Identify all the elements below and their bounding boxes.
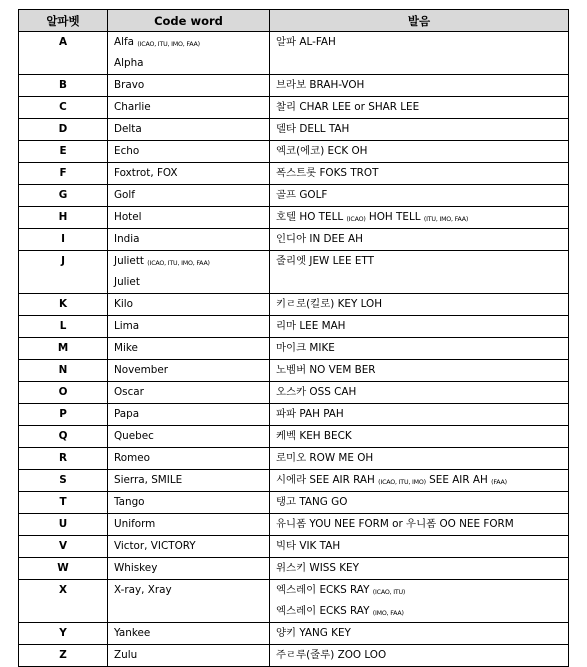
pronunciation-cell: [270, 382, 569, 404]
pronunciation-cell: [270, 316, 569, 338]
code-word-text: Victor, VICTORY: [114, 540, 196, 552]
pronunciation-alt-note: (FAA): [491, 479, 507, 486]
code-word-cell: [108, 426, 270, 448]
letter-cell: O: [19, 382, 108, 404]
code-word-cell: [108, 492, 270, 514]
table-row: [19, 119, 569, 141]
code-word-text: Whiskey: [114, 562, 158, 574]
code-word-line: [114, 645, 269, 666]
code-word-text: Golf: [114, 189, 135, 201]
pronunciation-line: [276, 360, 568, 381]
table-row: [19, 294, 569, 316]
code-word-text: November: [114, 364, 169, 376]
pronunciation-line: [276, 492, 568, 513]
code-word-line: [114, 53, 269, 74]
pronunciation-cell: [270, 404, 569, 426]
table-row: [19, 141, 569, 163]
pronunciation-cell: [270, 470, 569, 492]
pronunciation-cell: [270, 75, 569, 97]
pronunciation-line: [276, 514, 568, 535]
code-word-line: [114, 382, 269, 403]
pronunciation-text: 델타 DELL TAH: [276, 123, 350, 135]
letter-cell: H: [19, 207, 108, 229]
pronunciation-line: [276, 623, 568, 644]
code-word-text: Delta: [114, 123, 142, 135]
pronunciation-note: (IMO, FAA): [372, 610, 404, 617]
code-word-text: Bravo: [114, 79, 145, 91]
pronunciation-text: 케벡 KEH BECK: [276, 430, 352, 442]
code-word-text: Juliet: [114, 276, 140, 288]
letter-cell: L: [19, 316, 108, 338]
pronunciation-text: 탱고 TANG GO: [276, 496, 348, 508]
code-word-cell: [108, 470, 270, 492]
letter-cell: B: [19, 75, 108, 97]
letter-cell: C: [19, 97, 108, 119]
code-word-text: Hotel: [114, 211, 142, 223]
pronunciation-text: 위스키 WISS KEY: [276, 562, 359, 574]
code-word-text: Charlie: [114, 101, 151, 113]
table-row: [19, 338, 569, 360]
code-word-text: Sierra, SMILE: [114, 474, 183, 486]
pronunciation-text: 골프 GOLF: [276, 189, 328, 201]
pronunciation-cell: [270, 207, 569, 229]
letter-cell: G: [19, 185, 108, 207]
table-row: [19, 645, 569, 667]
pronunciation-alt-note: (ITU, IMO, FAA): [423, 216, 469, 223]
table-header-row: [19, 10, 569, 32]
code-word-text: India: [114, 233, 140, 245]
header-pronunciation: 발음: [270, 10, 569, 32]
code-word-text: X-ray, Xray: [114, 584, 172, 596]
table-row: [19, 251, 569, 294]
pronunciation-cell: [270, 645, 569, 667]
pronunciation-alt-text: HOH TELL: [368, 211, 421, 223]
pronunciation-cell: [270, 514, 569, 536]
code-word-text: Papa: [114, 408, 140, 420]
code-word-cell: [108, 448, 270, 470]
pronunciation-cell: [270, 623, 569, 645]
pronunciation-cell: [270, 338, 569, 360]
code-word-note: (ICAO, ITU, IMO, FAA): [137, 41, 200, 48]
code-word-text: Zulu: [114, 649, 138, 661]
code-word-text: Romeo: [114, 452, 150, 464]
pronunciation-text: 엑스레이 ECKS RAY: [276, 605, 370, 617]
pronunciation-line: [276, 119, 568, 140]
pronunciation-text: 시에라 SEE AIR RAH: [276, 474, 375, 486]
table-row: [19, 207, 569, 229]
code-word-cell: [108, 404, 270, 426]
letter-cell: R: [19, 448, 108, 470]
code-word-cell: [108, 251, 270, 294]
pronunciation-note: (ICAO, ITU, IMO): [378, 479, 426, 486]
table-row: [19, 382, 569, 404]
code-word-text: Echo: [114, 145, 140, 157]
code-word-cell: [108, 580, 270, 623]
code-word-text: Foxtrot, FOX: [114, 167, 178, 179]
pronunciation-cell: [270, 360, 569, 382]
pronunciation-text: 찰리 CHAR LEE or SHAR LEE: [276, 101, 420, 113]
pronunciation-line: [276, 558, 568, 579]
table-row: [19, 536, 569, 558]
code-word-cell: [108, 645, 270, 667]
code-word-text: Alfa: [114, 36, 135, 48]
pronunciation-alt-text: SEE AIR AH: [429, 474, 488, 486]
table-body: [19, 32, 569, 667]
code-word-cell: [108, 316, 270, 338]
code-word-line: [114, 32, 269, 53]
pronunciation-line: [276, 448, 568, 469]
code-word-line: [114, 492, 269, 513]
code-word-cell: [108, 514, 270, 536]
letter-cell: A: [19, 32, 108, 75]
code-word-text: Lima: [114, 320, 140, 332]
code-word-text: Alpha: [114, 57, 144, 69]
pronunciation-line: [276, 97, 568, 118]
code-word-line: [114, 338, 269, 359]
code-word-text: Tango: [114, 496, 145, 508]
table-row: [19, 404, 569, 426]
code-word-line: [114, 558, 269, 579]
letter-cell: F: [19, 163, 108, 185]
header-letter: 알파벳: [19, 10, 108, 32]
code-word-line: [114, 97, 269, 118]
pronunciation-line: [276, 141, 568, 162]
code-word-line: [114, 580, 269, 601]
code-word-line: [114, 229, 269, 250]
code-word-cell: [108, 141, 270, 163]
code-word-cell: [108, 185, 270, 207]
pronunciation-line: [276, 75, 568, 96]
pronunciation-text: 유니폼 YOU NEE FORM or 우니폼 OO NEE FORM: [276, 518, 514, 530]
pronunciation-line: [276, 251, 568, 272]
pronunciation-cell: [270, 492, 569, 514]
letter-cell: S: [19, 470, 108, 492]
code-word-line: [114, 470, 269, 491]
code-word-cell: [108, 536, 270, 558]
code-word-cell: [108, 338, 270, 360]
pronunciation-line: [276, 185, 568, 206]
code-word-line: [114, 163, 269, 184]
letter-cell: I: [19, 229, 108, 251]
letter-cell: U: [19, 514, 108, 536]
code-word-text: Mike: [114, 342, 138, 354]
pronunciation-line: [276, 207, 568, 228]
pronunciation-text: 엑스레이 ECKS RAY: [276, 584, 370, 596]
letter-cell: M: [19, 338, 108, 360]
table-row: [19, 492, 569, 514]
table-row: [19, 229, 569, 251]
code-word-cell: [108, 75, 270, 97]
pronunciation-line: [276, 645, 568, 666]
letter-cell: D: [19, 119, 108, 141]
letter-cell: E: [19, 141, 108, 163]
letter-cell: K: [19, 294, 108, 316]
code-word-cell: [108, 360, 270, 382]
code-word-cell: [108, 382, 270, 404]
pronunciation-text: 엑코(에코) ECK OH: [276, 145, 368, 157]
code-word-line: [114, 536, 269, 557]
code-word-line: [114, 141, 269, 162]
letter-cell: T: [19, 492, 108, 514]
pronunciation-text: 로미오 ROW ME OH: [276, 452, 374, 464]
pronunciation-text: 양키 YANG KEY: [276, 627, 351, 639]
pronunciation-text: 파파 PAH PAH: [276, 408, 344, 420]
pronunciation-text: 빅타 VIK TAH: [276, 540, 341, 552]
letter-cell: N: [19, 360, 108, 382]
pronunciation-line: [276, 294, 568, 315]
code-word-cell: [108, 229, 270, 251]
code-word-line: [114, 251, 269, 272]
pronunciation-cell: [270, 294, 569, 316]
pronunciation-line: [276, 536, 568, 557]
code-word-cell: [108, 207, 270, 229]
code-word-text: Uniform: [114, 518, 156, 530]
letter-cell: X: [19, 580, 108, 623]
table-row: [19, 360, 569, 382]
table-row: [19, 185, 569, 207]
pronunciation-line: [276, 338, 568, 359]
letter-cell: W: [19, 558, 108, 580]
code-word-line: [114, 294, 269, 315]
pronunciation-text: 폭스트롯 FOKS TROT: [276, 167, 379, 179]
code-word-line: [114, 316, 269, 337]
pronunciation-cell: [270, 141, 569, 163]
table-row: [19, 470, 569, 492]
pronunciation-cell: [270, 163, 569, 185]
pronunciation-line: [276, 580, 568, 601]
table-row: [19, 75, 569, 97]
pronunciation-line: [276, 316, 568, 337]
table-row: [19, 558, 569, 580]
code-word-cell: [108, 97, 270, 119]
pronunciation-text: 줄리엣 JEW LEE ETT: [276, 255, 374, 267]
table-row: [19, 97, 569, 119]
table-row: [19, 426, 569, 448]
letter-cell: P: [19, 404, 108, 426]
pronunciation-line: [276, 601, 568, 622]
code-word-cell: [108, 294, 270, 316]
pronunciation-cell: [270, 448, 569, 470]
code-word-line: [114, 623, 269, 644]
code-word-line: [114, 448, 269, 469]
pronunciation-cell: [270, 185, 569, 207]
pronunciation-cell: [270, 251, 569, 294]
table-row: [19, 514, 569, 536]
code-word-line: [114, 207, 269, 228]
pronunciation-line: [276, 382, 568, 403]
pronunciation-text: 인디아 IN DEE AH: [276, 233, 363, 245]
pronunciation-cell: [270, 580, 569, 623]
pronunciation-line: [276, 470, 568, 491]
table-row: [19, 448, 569, 470]
code-word-note: (ICAO, ITU, IMO, FAA): [147, 260, 210, 267]
code-word-cell: [108, 558, 270, 580]
pronunciation-text: 주ㄹ루(줄루) ZOO LOO: [276, 649, 387, 661]
phonetic-alphabet-table: [18, 9, 569, 667]
pronunciation-note: (ICAO): [346, 216, 366, 223]
pronunciation-note: (ICAO, ITU): [372, 589, 406, 596]
phonetic-alphabet-table-container: [18, 9, 569, 667]
pronunciation-cell: [270, 229, 569, 251]
code-word-cell: [108, 163, 270, 185]
pronunciation-line: [276, 404, 568, 425]
pronunciation-cell: [270, 32, 569, 75]
pronunciation-text: 리마 LEE MAH: [276, 320, 346, 332]
table-row: [19, 32, 569, 75]
letter-cell: V: [19, 536, 108, 558]
code-word-line: [114, 272, 269, 293]
table-row: [19, 316, 569, 338]
code-word-line: [114, 119, 269, 140]
code-word-text: Kilo: [114, 298, 133, 310]
code-word-cell: [108, 119, 270, 141]
pronunciation-text: 마이크 MIKE: [276, 342, 335, 354]
code-word-text: Oscar: [114, 386, 144, 398]
pronunciation-text: 키ㄹ로(킬로) KEY LOH: [276, 298, 383, 310]
pronunciation-line: [276, 229, 568, 250]
letter-cell: Y: [19, 623, 108, 645]
pronunciation-line: [276, 426, 568, 447]
table-row: [19, 580, 569, 623]
pronunciation-text: 알파 AL-FAH: [276, 36, 336, 48]
code-word-line: [114, 514, 269, 535]
letter-cell: Z: [19, 645, 108, 667]
pronunciation-line: [276, 163, 568, 184]
code-word-text: Juliett: [114, 255, 144, 267]
table-row: [19, 623, 569, 645]
code-word-line: [114, 75, 269, 96]
code-word-line: [114, 404, 269, 425]
code-word-line: [114, 360, 269, 381]
table-row: [19, 163, 569, 185]
letter-cell: Q: [19, 426, 108, 448]
code-word-line: [114, 426, 269, 447]
pronunciation-text: 노벰버 NO VEM BER: [276, 364, 376, 376]
pronunciation-text: 오스카 OSS CAH: [276, 386, 357, 398]
code-word-line: [114, 185, 269, 206]
pronunciation-cell: [270, 558, 569, 580]
code-word-cell: [108, 623, 270, 645]
code-word-text: Yankee: [114, 627, 151, 639]
pronunciation-cell: [270, 119, 569, 141]
pronunciation-line: [276, 32, 568, 53]
code-word-text: Quebec: [114, 430, 154, 442]
pronunciation-cell: [270, 536, 569, 558]
pronunciation-text: 호텔 HO TELL: [276, 211, 344, 223]
pronunciation-text: 브라보 BRAH-VOH: [276, 79, 365, 91]
pronunciation-cell: [270, 426, 569, 448]
header-code-word: Code word: [108, 10, 270, 32]
code-word-cell: [108, 32, 270, 75]
letter-cell: J: [19, 251, 108, 294]
pronunciation-cell: [270, 97, 569, 119]
